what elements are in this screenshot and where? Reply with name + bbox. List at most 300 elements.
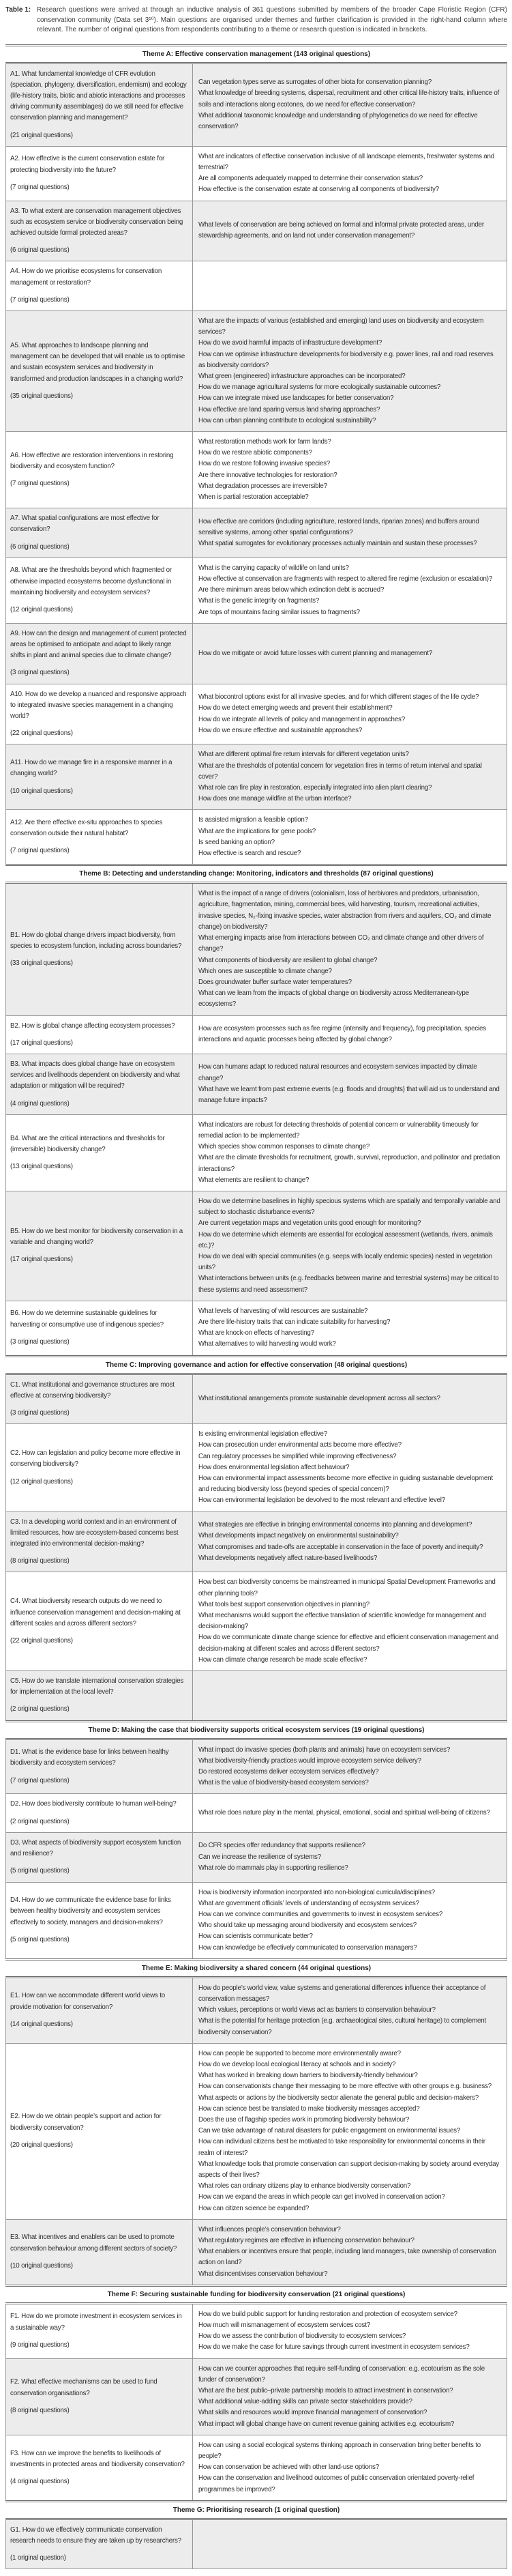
original-question-count: (1 original question) — [10, 2554, 66, 2562]
main-question-text: A12. Are there effective ex-situ approaches to species conservation outside their natural habitat? — [10, 819, 163, 838]
sub-question: What role do mammals play in supporting resilience? — [198, 1864, 348, 1872]
sub-question: How can individual citizens best be motivated to take responsibility for environmental concerns in their realm of interest? — [198, 2138, 485, 2157]
sub-question: Which ones are susceptible to climate change? — [198, 967, 332, 975]
main-question-cell — [6, 1191, 193, 1301]
sub-question: How can environmental legislation be devolved to the most relevant and effective level? — [198, 1496, 446, 1505]
main-question-text: A7. What spatial configurations are most effective for conservation? — [10, 515, 160, 534]
sub-question: How effective at conservation are fragments with respect to altered fire regime (exclusion or escalation)? — [198, 575, 493, 583]
sub-question: How effective are corridors (including agriculture, restored lands, riparian zones) and buffers around sensitive systems, among other spatial configurations? — [198, 517, 479, 536]
sub-question: How do we assess the contribution of biodiversity to ecosystem services? — [198, 2332, 406, 2341]
sub-question: What biodiversity-friendly practices would improve ecosystem service delivery? — [198, 1756, 421, 1765]
sub-questions-cell — [193, 1671, 507, 1720]
main-question-cell — [6, 2520, 193, 2569]
sub-question: How do we avoid harmful impacts of infrastructure development? — [198, 339, 382, 347]
sub-question: What elements are resilient to change? — [198, 1176, 310, 1184]
sub-questions-cell — [193, 624, 507, 684]
question-row-A9 — [6, 624, 507, 684]
sub-question: Are there minimum areas below which extinction debt is accrued? — [198, 586, 385, 594]
theme-header-B: Theme B: Detecting and understanding change: Monitoring, indicators and thresholds (87 original questions) — [5, 864, 507, 884]
sub-question: How can conservation be achieved with other land-use options? — [198, 2463, 380, 2472]
sub-question: What levels of harvesting of wild resources are sustainable? — [198, 1307, 368, 1315]
sub-question: How do we ensure effective and sustainable approaches? — [198, 726, 363, 734]
sub-question: What emerging impacts arise from interactions between CO₂ and climate change and other drivers of change? — [198, 934, 484, 953]
question-row-D1 — [6, 1740, 507, 1795]
sub-question: What have we learnt from past extreme events (e.g. floods and droughts) that will aid us to understand and manage future impacts? — [198, 1085, 500, 1105]
sub-question: What are different optimal fire return intervals for different vegetation units? — [198, 751, 409, 759]
sub-question: Do CFR species offer redundancy that supports resilience? — [198, 1842, 365, 1850]
question-row-C3 — [6, 1512, 507, 1573]
original-question-count: (2 original questions) — [10, 1817, 70, 1825]
table-bottom-rule — [5, 2568, 507, 2569]
main-question-text: E1. How can we accommodate different world views to provide motivation for conservation? — [10, 1992, 166, 2011]
sub-questions-cell — [193, 884, 507, 1015]
sub-question: What degradation processes are irreversible? — [198, 482, 327, 490]
main-question-cell — [6, 2359, 193, 2435]
sub-question: How do we build public support for funding restoration and protection of ecosystem service? — [198, 2310, 457, 2318]
main-question-cell — [6, 508, 193, 558]
main-question-text: G1. How do we effectively communicate conservation research needs to ensure they are taken up by researchers? — [10, 2526, 181, 2545]
question-row-A1 — [6, 64, 507, 147]
sub-question: Can we take advantage of natural disasters for public engagement on environmental issues? — [198, 2127, 461, 2135]
sub-question: What are the thresholds of potential concern for vegetation fires in terms of return interval and spatial cover? — [198, 762, 482, 781]
main-question-text: B2. How is global change affecting ecosystem processes? — [10, 1022, 175, 1030]
main-question-text: C2. How can legislation and policy become more effective in conserving biodiversity? — [10, 1449, 181, 1468]
original-question-count: (3 original questions) — [10, 1337, 70, 1346]
sub-question: Are there life-history traits that can indicate suitability for harvesting? — [198, 1318, 391, 1326]
sub-question: How can climate change research be made scale effective? — [198, 1655, 367, 1664]
theme-rows-A — [5, 64, 507, 865]
sub-question: Is assisted migration a feasible option? — [198, 816, 308, 824]
sub-question: What are knock-on effects of harvesting? — [198, 1329, 314, 1337]
question-row-F3 — [6, 2435, 507, 2500]
sub-questions-cell — [193, 684, 507, 744]
sub-question: Does groundwater buffer surface water temperatures? — [198, 978, 352, 986]
sub-question: What can we learn from the impacts of global change on biodiversity across Mediterranean-type ecosystems? — [198, 989, 469, 1009]
sub-question: Which species show common responses to climate change? — [198, 1143, 370, 1151]
main-question-text: D3. What aspects of biodiversity support ecosystem function and resilience? — [10, 1838, 181, 1858]
main-question-cell — [6, 1424, 193, 1511]
main-question-cell — [6, 261, 193, 310]
question-row-B5 — [6, 1191, 507, 1301]
theme-section-E — [5, 1958, 507, 2285]
original-question-count: (20 original questions) — [10, 2141, 73, 2149]
theme-section-G — [5, 2500, 507, 2569]
sub-questions-cell — [193, 744, 507, 809]
question-row-A6 — [6, 432, 507, 508]
sub-question: What institutional arrangements promote sustainable development across all sectors? — [198, 1395, 440, 1403]
sub-question: What knowledge of breeding systems, dispersal, recruitment and other critical life-history traits, influence of soils and interactions along ecotones, do we need for effective conservation? — [198, 89, 500, 108]
sub-question: What spatial surrogates for evolutionary processes actually maintain and sustain these processes? — [198, 540, 477, 548]
question-row-A12 — [6, 810, 507, 864]
sub-question: What is the value of biodiversity-based ecosystem services? — [198, 1779, 369, 1787]
sub-question: What influences people’s conservation behaviour? — [198, 2225, 341, 2233]
sub-question: Are tops of mountains facing similar issues to fragments? — [198, 608, 360, 616]
sub-question: How can environmental impact assessments become more effective in guiding sustainable development and reducing biodiversity loss (beyond species of special concern)? — [198, 1475, 493, 1494]
main-question-cell — [6, 1883, 193, 1958]
question-row-A7 — [6, 508, 507, 558]
main-question-text: C1. What institutional and governance structures are most effective at conserving biodiversity? — [10, 1380, 175, 1400]
sub-question: Can we increase the resilience of systems? — [198, 1853, 322, 1861]
sub-question: What indicators are robust for detecting thresholds of potential concern or vulnerability timeously for remedial action to be implemented? — [198, 1120, 479, 1140]
main-question-cell — [6, 147, 193, 201]
main-question-text: A9. How can the design and management of current protected areas be optimised to anticipate and adapt to likely range shifts in plant and animal species due to climate change? — [10, 629, 187, 660]
sub-question: Are there innovative technologies for restoration? — [198, 471, 337, 479]
main-question-text: F3. How can we improve the benefits to livelihoods of investments in protected areas and biodiversity conservation? — [10, 2449, 185, 2468]
sub-question: How can prosecution under environmental acts become more effective? — [198, 1441, 402, 1449]
sub-questions-cell — [193, 1375, 507, 1424]
main-question-text: A10. How do we develop a nuanced and responsive approach to integrated invasive species management in a changing world? — [10, 690, 187, 721]
question-row-C1 — [6, 1375, 507, 1425]
sub-question: What impact will global change have on current revenue gaining activities e.g. ecotourism? — [198, 2420, 455, 2428]
sub-questions-cell — [193, 810, 507, 864]
original-question-count: (14 original questions) — [10, 2020, 73, 2028]
theme-header-D: Theme D: Making the case that biodiversity supports critical ecosystem services (19 original questions) — [5, 1720, 507, 1740]
original-question-count: (7 original questions) — [10, 847, 70, 855]
sub-question: Which values, perceptions or world views act as barriers to conservation behaviour? — [198, 2006, 436, 2014]
sub-questions-cell — [193, 1191, 507, 1301]
sub-question: What are indicators of effective conservation inclusive of all landscape elements, freshwater systems and terrestrial? — [198, 152, 495, 171]
theme-rows-B — [5, 884, 507, 1355]
sub-questions-cell — [193, 2520, 507, 2569]
original-question-count: (17 original questions) — [10, 1256, 73, 1264]
sub-question: What impact do invasive species (both plants and animals) have on ecosystem services? — [198, 1746, 451, 1754]
main-question-text: F2. What effective mechanisms can be used to fund conservation organisations? — [10, 2378, 157, 2397]
sub-questions-cell — [193, 1978, 507, 2043]
original-question-count: (8 original questions) — [10, 1557, 70, 1565]
sub-questions-cell — [193, 2220, 507, 2285]
main-question-cell — [6, 2220, 193, 2285]
main-question-text: D4. How do we communicate the evidence base for links between healthy biodiversity and ecosystem services effectively to society, managers and decision-makers? — [10, 1896, 171, 1926]
main-question-cell — [6, 1794, 193, 1832]
question-row-A5 — [6, 311, 507, 432]
sub-question: What skills and resources would improve financial management of conservation? — [198, 2409, 427, 2417]
sub-question: How effective is search and rescue? — [198, 850, 301, 858]
main-question-text: B5. How do we best monitor for biodiversity conservation in a variable and changing world? — [10, 1228, 183, 1247]
sub-questions-cell — [193, 1833, 507, 1882]
original-question-count: (5 original questions) — [10, 1935, 70, 1943]
main-question-text: C3. In a developing world context and in an environment of limited resources, how are ecosystem-based concerns best integrated into environmental decision-making? — [10, 1518, 179, 1548]
main-question-cell — [6, 2304, 193, 2358]
sub-question: What role does nature play in the mental, physical, emotional, social and spiritual well-being of citizens? — [198, 1809, 490, 1817]
sub-question: What enablers or incentives ensure that people, including land managers, take ownership of conservation action on land? — [198, 2248, 496, 2267]
sub-question: How can citizen science be expanded? — [198, 2204, 310, 2212]
main-question-cell — [6, 2044, 193, 2219]
question-row-B2 — [6, 1016, 507, 1054]
sub-question: How can using a social ecological systems thinking approach in conservation bring better benefits to people? — [198, 2441, 481, 2461]
question-row-A10 — [6, 684, 507, 745]
sub-question: How can scientists communicate better? — [198, 1933, 313, 1941]
original-question-count: (9 original questions) — [10, 2341, 70, 2349]
sub-question: How do we deal with special communities (e.g. seeps with locally endemic species) nested in vegetation units? — [198, 1252, 493, 1272]
main-question-cell — [6, 684, 193, 744]
main-question-text: F1. How do we promote investment in ecosystem services in a sustainable way? — [10, 2313, 182, 2332]
original-question-count: (13 original questions) — [10, 1162, 73, 1170]
main-question-text: B1. How do global change drivers impact biodiversity, from species to ecosystem function, including across boundaries? — [10, 931, 182, 950]
question-row-E2 — [6, 2044, 507, 2220]
sub-question: What alternatives to wild harvesting would work? — [198, 1340, 336, 1348]
main-question-text: D1. What is the evidence base for links between healthy biodiversity and ecosystem services? — [10, 1748, 169, 1767]
sub-question: How can science best be translated to make biodiversity messages accepted? — [198, 2104, 420, 2113]
main-question-text: A4. How do we prioritise ecosystems for conservation management or restoration? — [10, 267, 162, 287]
sub-questions-cell — [193, 1301, 507, 1355]
sub-question: How best can biodiversity concerns be mainstreamed in municipal Spatial Development Frameworks and other planning tools? — [198, 1578, 496, 1597]
sub-question: How do we develop local ecological literacy at schools and in society? — [198, 2060, 396, 2068]
original-question-count: (12 original questions) — [10, 1477, 73, 1486]
theme-section-D — [5, 1720, 507, 1958]
sub-question: What additional taxonomic knowledge and understanding of phylogenetics do we need for effective conservation? — [198, 111, 478, 130]
original-question-count: (6 original questions) — [10, 542, 70, 551]
table-caption — [5, 5, 507, 35]
theme-header-C: Theme C: Improving governance and action for effective conservation (48 original questions) — [5, 1355, 507, 1375]
sub-question: How is biodiversity information incorporated into non-biological curricula/disciplines? — [198, 1888, 435, 1896]
main-question-cell — [6, 1572, 193, 1670]
sub-question: Do restored ecosystems deliver ecosystem services effectively? — [198, 1768, 379, 1776]
theme-rows-C — [5, 1375, 507, 1720]
themes-container — [5, 44, 507, 2569]
main-question-cell — [6, 2435, 193, 2500]
main-question-cell — [6, 1054, 193, 1114]
sub-question: How can knowledge be effectively communicated to conservation managers? — [198, 1943, 417, 1952]
sub-question: Can vegetation types serve as surrogates of other biota for conservation planning? — [198, 78, 432, 87]
sub-question: How can we counter approaches that require self-funding of conservation: e.g. ecotourism as the sole funder of conservation? — [198, 2364, 485, 2384]
main-question-cell — [6, 432, 193, 508]
original-question-count: (7 original questions) — [10, 183, 70, 191]
main-question-text: A1. What fundamental knowledge of CFR evolution (speciation, phylogeny, diversification, endemism) and ecology (life-history traits, biotic and abiotic interactions and processes driving community assemblages) do we still need for effective conservation planning and management? — [10, 70, 187, 122]
sub-question: How do we integrate all levels of policy and management in approaches? — [198, 715, 405, 723]
original-question-count: (8 original questions) — [10, 2406, 70, 2414]
original-question-count: (5 original questions) — [10, 1867, 70, 1875]
sub-questions-cell — [193, 432, 507, 508]
sub-question: What knowledge tools that promote conservation can support decision-making by society around everyday aspects of their lives? — [198, 2160, 500, 2179]
sub-question: How can we expand the areas in which people can get involved in conservation action? — [198, 2193, 445, 2201]
main-question-text: C5. How do we translate international conservation strategies for implementation at the local level? — [10, 1677, 184, 1696]
sub-question: What mechanisms would support the effective translation of scientific knowledge for management and decision-making? — [198, 1612, 486, 1631]
sub-question: Does the use of flagship species work in promoting biodiversity behaviour? — [198, 2115, 410, 2124]
question-row-B4 — [6, 1115, 507, 1191]
question-row-D2 — [6, 1794, 507, 1832]
sub-questions-cell — [193, 1794, 507, 1832]
theme-section-F — [5, 2285, 507, 2500]
question-row-B1 — [6, 884, 507, 1015]
sub-question: How can we convince communities and governments to invest in ecosystem services? — [198, 1910, 443, 1918]
theme-rows-G — [5, 2520, 507, 2569]
original-question-count: (7 original questions) — [10, 295, 70, 304]
theme-header-F: Theme F: Securing sustainable funding for biodiversity conservation (21 original questions) — [5, 2285, 507, 2304]
original-question-count: (21 original questions) — [10, 131, 73, 139]
main-question-text: A6. How effective are restoration interventions in restoring biodiversity and ecosystem function? — [10, 451, 174, 470]
question-row-A4 — [6, 261, 507, 311]
question-row-B6 — [6, 1301, 507, 1355]
sub-question: Who should take up messaging around biodiversity and ecosystem services? — [198, 1922, 417, 1930]
sub-question: How do we manage agricultural systems for more ecologically sustainable outcomes? — [198, 383, 441, 392]
sub-question: What are government officials’ levels of understanding of ecosystem services? — [198, 1899, 419, 1907]
sub-questions-cell — [193, 261, 507, 310]
question-row-C5 — [6, 1671, 507, 1720]
sub-question: How effective are land sparing versus land sharing approaches? — [198, 405, 380, 414]
main-question-cell — [6, 1833, 193, 1882]
sub-question: How do we mitigate or avoid future losses with current planning and management? — [198, 649, 433, 657]
question-row-A11 — [6, 744, 507, 810]
sub-question: What tools best support conservation objectives in planning? — [198, 1600, 370, 1608]
sub-question: What is the potential for heritage protection (e.g. archaeological sites, cultural heritage) to complement biodiversity conservation? — [198, 2017, 487, 2036]
original-question-count: (33 original questions) — [10, 959, 73, 967]
main-question-cell — [6, 311, 193, 431]
sub-question: What restoration methods work for farm lands? — [198, 437, 331, 446]
sub-question: How do people’s world view, value systems and generational differences influence their acceptance of conservation messages? — [198, 1984, 486, 2003]
sub-question: How can urban planning contribute to ecological sustainability? — [198, 416, 376, 424]
sub-questions-cell — [193, 2435, 507, 2500]
original-question-count: (10 original questions) — [10, 787, 73, 795]
question-row-A3 — [6, 201, 507, 262]
sub-question: How do we communicate climate change science for effective and efficient conservation management and decision-making at different scales and across different sectors? — [198, 1634, 498, 1653]
sub-question: What role can fire play in restoration, especially integrated into alien plant clearing? — [198, 784, 432, 792]
sub-question: Is seed banking an option? — [198, 838, 275, 846]
main-question-text: A11. How do we manage fire in a responsive manner in a changing world? — [10, 759, 172, 778]
sub-question: How effective is the conservation estate at conserving all components of biodiversity? — [198, 186, 439, 194]
theme-header-A: Theme A: Effective conservation management (143 original questions) — [5, 44, 507, 64]
sub-question: What is the genetic integrity on fragments? — [198, 597, 320, 605]
sub-question: What developments negatively affect nature-based livelihoods? — [198, 1554, 378, 1562]
question-row-F2 — [6, 2359, 507, 2435]
original-question-count: (4 original questions) — [10, 2477, 70, 2485]
original-question-count: (10 original questions) — [10, 2261, 73, 2270]
question-row-A2 — [6, 147, 507, 201]
question-row-C2 — [6, 1424, 507, 1511]
question-row-F1 — [6, 2304, 507, 2359]
main-question-cell — [6, 1115, 193, 1191]
sub-question: What compromises and trade-offs are acceptable in conservation in the face of poverty and inequity? — [198, 1543, 483, 1551]
sub-questions-cell — [193, 508, 507, 558]
main-question-cell — [6, 64, 193, 146]
main-question-cell — [6, 1512, 193, 1572]
main-question-text: D2. How does biodiversity contribute to human well-being? — [10, 1800, 177, 1808]
sub-questions-cell — [193, 1424, 507, 1511]
sub-questions-cell — [193, 147, 507, 201]
original-question-count: (12 original questions) — [10, 606, 73, 614]
original-question-count: (22 original questions) — [10, 729, 73, 738]
main-question-cell — [6, 744, 193, 809]
sub-question: How can we integrate mixed use landscapes for better conservation? — [198, 394, 394, 403]
sub-question: What aspects or actions by the biodiversity sector alienate the general public and decision-makers? — [198, 2094, 479, 2102]
question-row-G1 — [6, 2520, 507, 2569]
sub-question: How can people be supported to become more environmentally aware? — [198, 2049, 401, 2057]
question-row-B3 — [6, 1054, 507, 1115]
sub-question: Can regulatory processes be simplified while improving effectiveness? — [198, 1452, 397, 1460]
sub-question: How are ecosystem processes such as fire regime (intensity and frequency), fog precipitation, species interactions and aquatic processes being affected by global change? — [198, 1025, 486, 1044]
theme-rows-D — [5, 1740, 507, 1958]
main-question-cell — [6, 1740, 193, 1794]
main-question-cell — [6, 624, 193, 684]
sub-question: Is existing environmental legislation effective? — [198, 1430, 327, 1438]
sub-question: What disincentivises conservation behaviour? — [198, 2270, 328, 2278]
sub-question: How can conservationists change their messaging to be more effective with other groups e.g. business? — [198, 2083, 492, 2091]
sub-question: Are all components adequately mapped to determine their conservation status? — [198, 175, 423, 183]
original-question-count: (22 original questions) — [10, 1636, 73, 1645]
sub-questions-cell — [193, 311, 507, 431]
main-question-text: B4. What are the critical interactions and thresholds for (irreversible) biodiversity change? — [10, 1134, 165, 1153]
main-question-text: C4. What biodiversity research outputs do we need to influence conservation management and decision-making at different scales and across different sectors? — [10, 1597, 181, 1627]
sub-questions-cell — [193, 558, 507, 623]
sub-question: What are the impacts of various (established and emerging) land uses on biodiversity and ecosystem services? — [198, 317, 484, 336]
main-question-text: A5. What approaches to landscape planning and management can be developed that will enable us to optimise and sustain ecosystem services and biodiversity in transformed and production landscapes in a changing world? — [10, 341, 185, 383]
question-row-D3 — [6, 1833, 507, 1883]
sub-question: What is the impact of a range of drivers (colonialism, loss of herbivores and predators, urbanisation, agriculture, fragmentation, mining, commercial bees, wild harvesting, tourism, recreational activities, invasive species, N₂-fixing invasive species, water abstraction from rivers and aquifers, CO₂ and climate change) on biodiversity? — [198, 890, 492, 931]
sub-question: When is partial restoration acceptable? — [198, 493, 309, 501]
theme-section-A — [5, 44, 507, 865]
sub-questions-cell — [193, 1054, 507, 1114]
sub-questions-cell — [193, 1740, 507, 1794]
sub-question: What levels of conservation are being achieved on formal and informal private protected areas, under stewardship agreements, and on land not under conservation management? — [198, 221, 484, 240]
theme-section-B — [5, 864, 507, 1355]
sub-questions-cell — [193, 2359, 507, 2435]
sub-question: How do we make the case for future savings through current investment in ecosystem services? — [198, 2343, 470, 2351]
main-question-text: A8. What are the thresholds beyond which fragmented or otherwise impacted ecosystems become dysfunctional in maintaining biodiversity and ecosystem services? — [10, 566, 172, 596]
original-question-count: (2 original questions) — [10, 1705, 70, 1713]
main-question-cell — [6, 884, 193, 1015]
question-row-E1 — [6, 1978, 507, 2044]
sub-question: How do we detect emerging weeds and prevent their establishment? — [198, 704, 393, 712]
theme-rows-F — [5, 2304, 507, 2500]
sub-questions-cell — [193, 1572, 507, 1670]
sub-question: What components of biodiversity are resilient to global change? — [198, 956, 378, 964]
question-row-E3 — [6, 2220, 507, 2285]
original-question-count: (35 original questions) — [10, 392, 73, 400]
sub-question: How can the conservation and livelihood outcomes of public conservation orientated poverty-relief programmes be improved? — [198, 2474, 475, 2493]
sub-questions-cell — [193, 64, 507, 146]
theme-header-E: Theme E: Making biodiversity a shared concern (44 original questions) — [5, 1958, 507, 1978]
original-question-count: (17 original questions) — [10, 1039, 73, 1047]
main-question-text: B6. How do we determine sustainable guidelines for harvesting or consumptive use of indigenous species? — [10, 1309, 164, 1329]
sub-question: What green (engineered) infrastructure approaches can be incorporated? — [198, 372, 406, 380]
main-question-text: E3. What incentives and enablers can be used to promote conservation behaviour among different sectors of society? — [10, 2233, 177, 2253]
sub-question: What are the best public–private partnership models to attract investment in conservation? — [198, 2387, 453, 2395]
main-question-cell — [6, 1016, 193, 1054]
original-question-count: (3 original questions) — [10, 669, 70, 677]
sub-question: What interactions between units (e.g. feedbacks between marine and terrestrial systems) may be critical to these systems and need assessment? — [198, 1275, 499, 1294]
sub-questions-cell — [193, 2044, 507, 2219]
sub-question: What additional value-adding skills can private sector stakeholders provide? — [198, 2398, 412, 2406]
original-question-count: (6 original questions) — [10, 246, 70, 255]
original-question-count: (3 original questions) — [10, 1409, 70, 1417]
sub-question: How do we determine which elements are essential for ecological assessment (wetlands, rivers, animals etc.)? — [198, 1230, 493, 1249]
original-question-count: (4 original questions) — [10, 1099, 70, 1108]
sub-questions-cell — [193, 1016, 507, 1054]
sub-question: How do we determine baselines in highly specious systems which are spatially and temporally variable and subject to stochastic disturbance events? — [198, 1197, 500, 1217]
question-row-D4 — [6, 1883, 507, 1958]
sub-question: What developments impact negatively on environmental sustainability? — [198, 1532, 399, 1540]
sub-question: How does one manage wildfire at the urban interface? — [198, 795, 352, 803]
main-question-cell — [6, 810, 193, 864]
main-question-text: E2. How do we obtain people’s support and action for biodiversity conservation? — [10, 2113, 162, 2132]
question-row-A8 — [6, 558, 507, 624]
sub-questions-cell — [193, 1883, 507, 1958]
theme-rows-E — [5, 1978, 507, 2285]
question-row-C4 — [6, 1572, 507, 1671]
main-question-cell — [6, 558, 193, 623]
original-question-count: (7 original questions) — [10, 480, 70, 488]
sub-question: What roles can ordinary citizens play to enhance biodiversity conservation? — [198, 2182, 411, 2190]
sub-question: What biocontrol options exist for all invasive species, and for which different stages of the life cycle? — [198, 693, 479, 701]
theme-header-G: Theme G: Prioritising research (1 original question) — [5, 2500, 507, 2520]
sub-question: How do we restore abiotic components? — [198, 449, 312, 457]
sub-question: What are the climate thresholds for recruitment, growth, survival, reproduction, and pollinator and predation interactions? — [198, 1154, 500, 1173]
original-question-count: (7 original questions) — [10, 1776, 70, 1784]
sub-questions-cell — [193, 1115, 507, 1191]
sub-question: What regulatory regimes are effective in influencing conservation behaviour? — [198, 2236, 415, 2244]
main-question-text: B3. What impacts does global change have on ecosystem services and livelihoods dependent on biodiversity and what adaptation or mitigation will be required? — [10, 1060, 180, 1090]
table-caption-text: Research questions were arrived at through an inductive analysis of 361 questions submitted by members of the broader Cape Floristic Region (CFR) conservation community (Data set 3¹⁰). Main questions are organised under themes and further clarification is provided in the right-hand column where relevant. The number of original questions from respondents contributing to a theme or research question is indicated in brackets. — [37, 6, 507, 33]
theme-section-C — [5, 1355, 507, 1720]
